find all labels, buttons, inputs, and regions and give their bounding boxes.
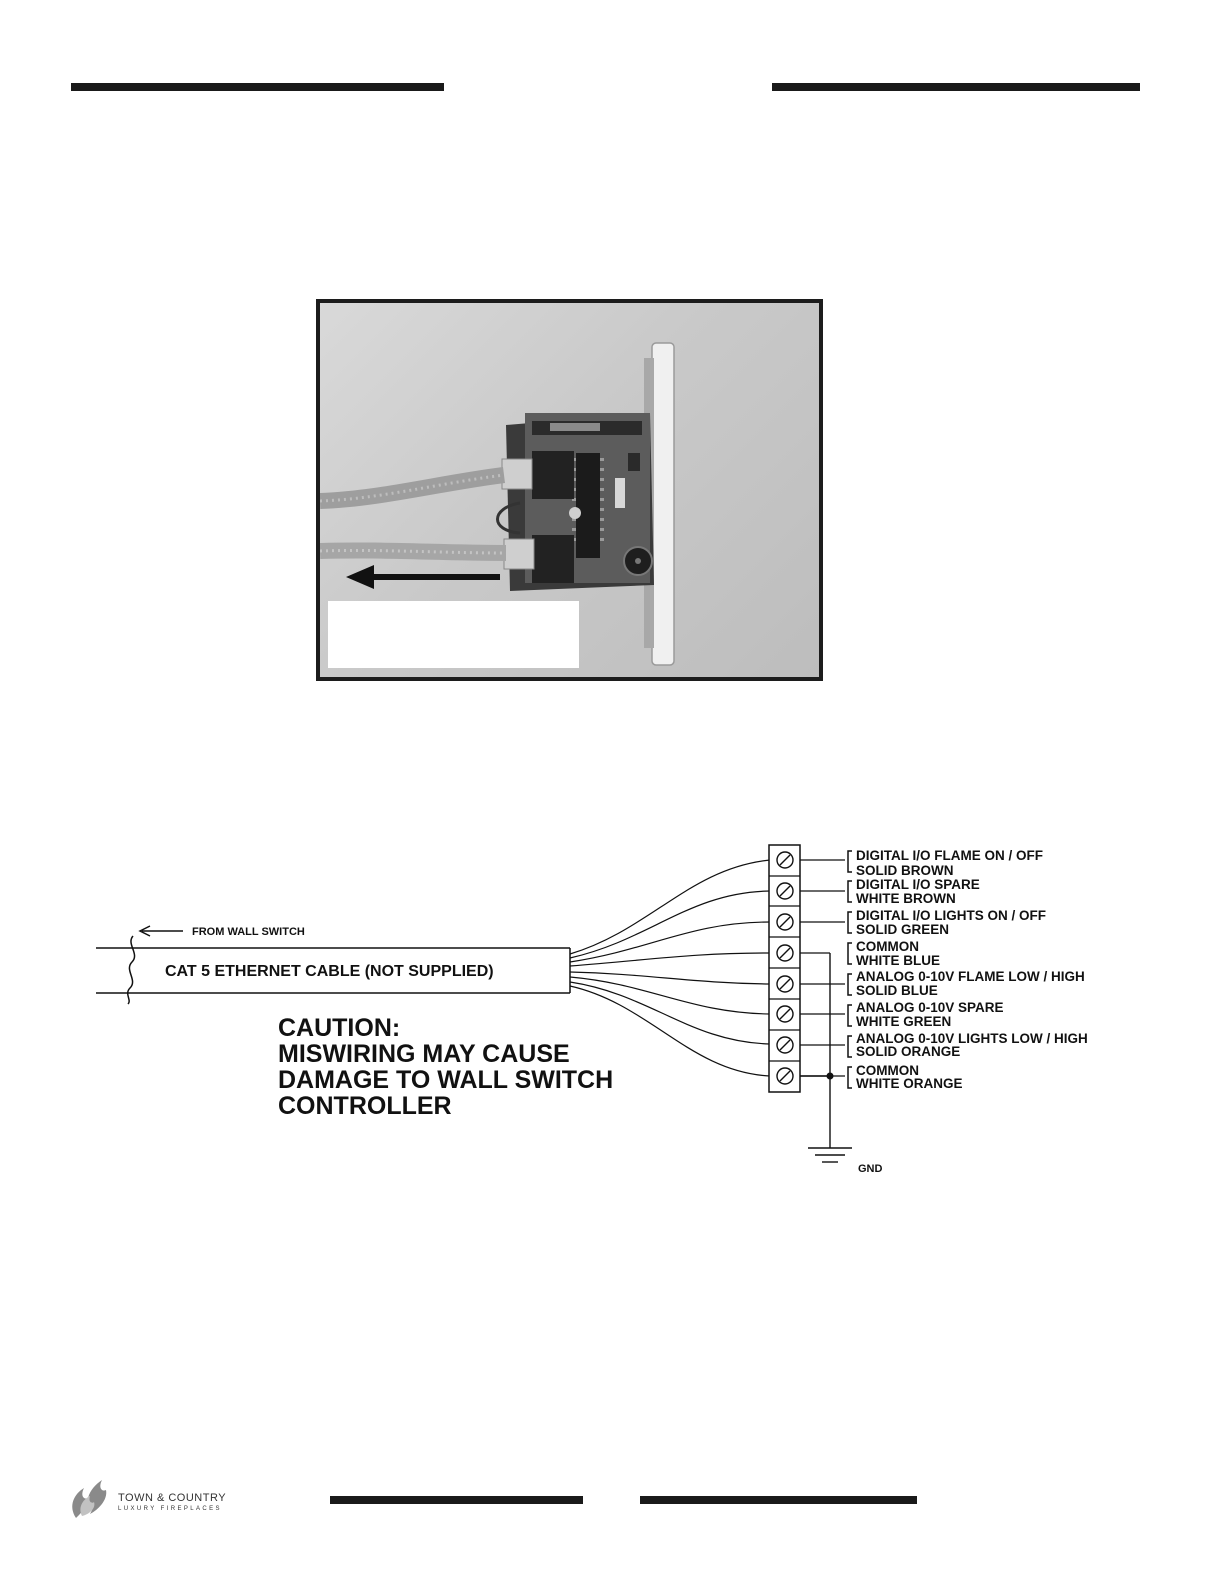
brand-tagline: LUXURY FIREPLACES [118,1506,222,1512]
terminal-8-function: COMMON [856,1063,919,1078]
caution-line-4: CONTROLLER [278,1092,452,1120]
cable-label: CAT 5 ETHERNET CABLE (NOT SUPPLIED) [165,963,494,980]
terminal-1-wire: SOLID BROWN [856,863,954,878]
footer-rule-left [330,1496,583,1504]
header-rule-left [71,83,444,91]
footer-rule-right [640,1496,917,1504]
wiring-diagram [0,820,1225,1200]
photo-caption-box [328,601,579,668]
caution-line-2: MISWIRING MAY CAUSE [278,1040,570,1068]
flame-logo-icon [68,1470,112,1520]
terminal-7-wire: SOLID ORANGE [856,1044,961,1059]
brand-name: TOWN & COUNTRY [118,1492,227,1504]
terminal-labels [856,848,1088,1091]
terminal-6-wire: WHITE GREEN [856,1014,952,1029]
terminal-3-function: DIGITAL I/O LIGHTS ON / OFF [856,908,1046,923]
from-wall-switch-label: FROM WALL SWITCH [192,926,305,938]
terminal-4-wire: WHITE BLUE [856,953,940,968]
ground-label: GND [858,1163,883,1175]
terminal-8-wire: WHITE ORANGE [856,1076,963,1091]
terminal-2-function: DIGITAL I/O SPARE [856,877,980,892]
terminal-block [769,845,800,1092]
terminal-leaders [800,860,845,1076]
caution-warning [278,1015,698,1119]
terminal-2-wire: WHITE BROWN [856,891,956,906]
label-brackets [848,851,852,1088]
terminal-7-function: ANALOG 0-10V LIGHTS LOW / HIGH [856,1031,1088,1046]
terminal-5-function: ANALOG 0-10V FLAME LOW / HIGH [856,969,1085,984]
terminal-6-function: ANALOG 0-10V SPARE [856,1000,1004,1015]
terminal-1-function: DIGITAL I/O FLAME ON / OFF [856,848,1043,863]
junction-dot [827,1073,834,1080]
terminal-5-wire: SOLID BLUE [856,983,938,998]
brand-logo [68,1470,268,1520]
header-rule-right [772,83,1140,91]
caution-line-3: DAMAGE TO WALL SWITCH [278,1066,614,1094]
cable-break-mark [128,936,135,1004]
controller-photo [316,299,823,681]
terminal-4-function: COMMON [856,939,919,954]
caution-line-1: CAUTION: [278,1014,401,1042]
terminal-3-wire: SOLID GREEN [856,922,950,937]
